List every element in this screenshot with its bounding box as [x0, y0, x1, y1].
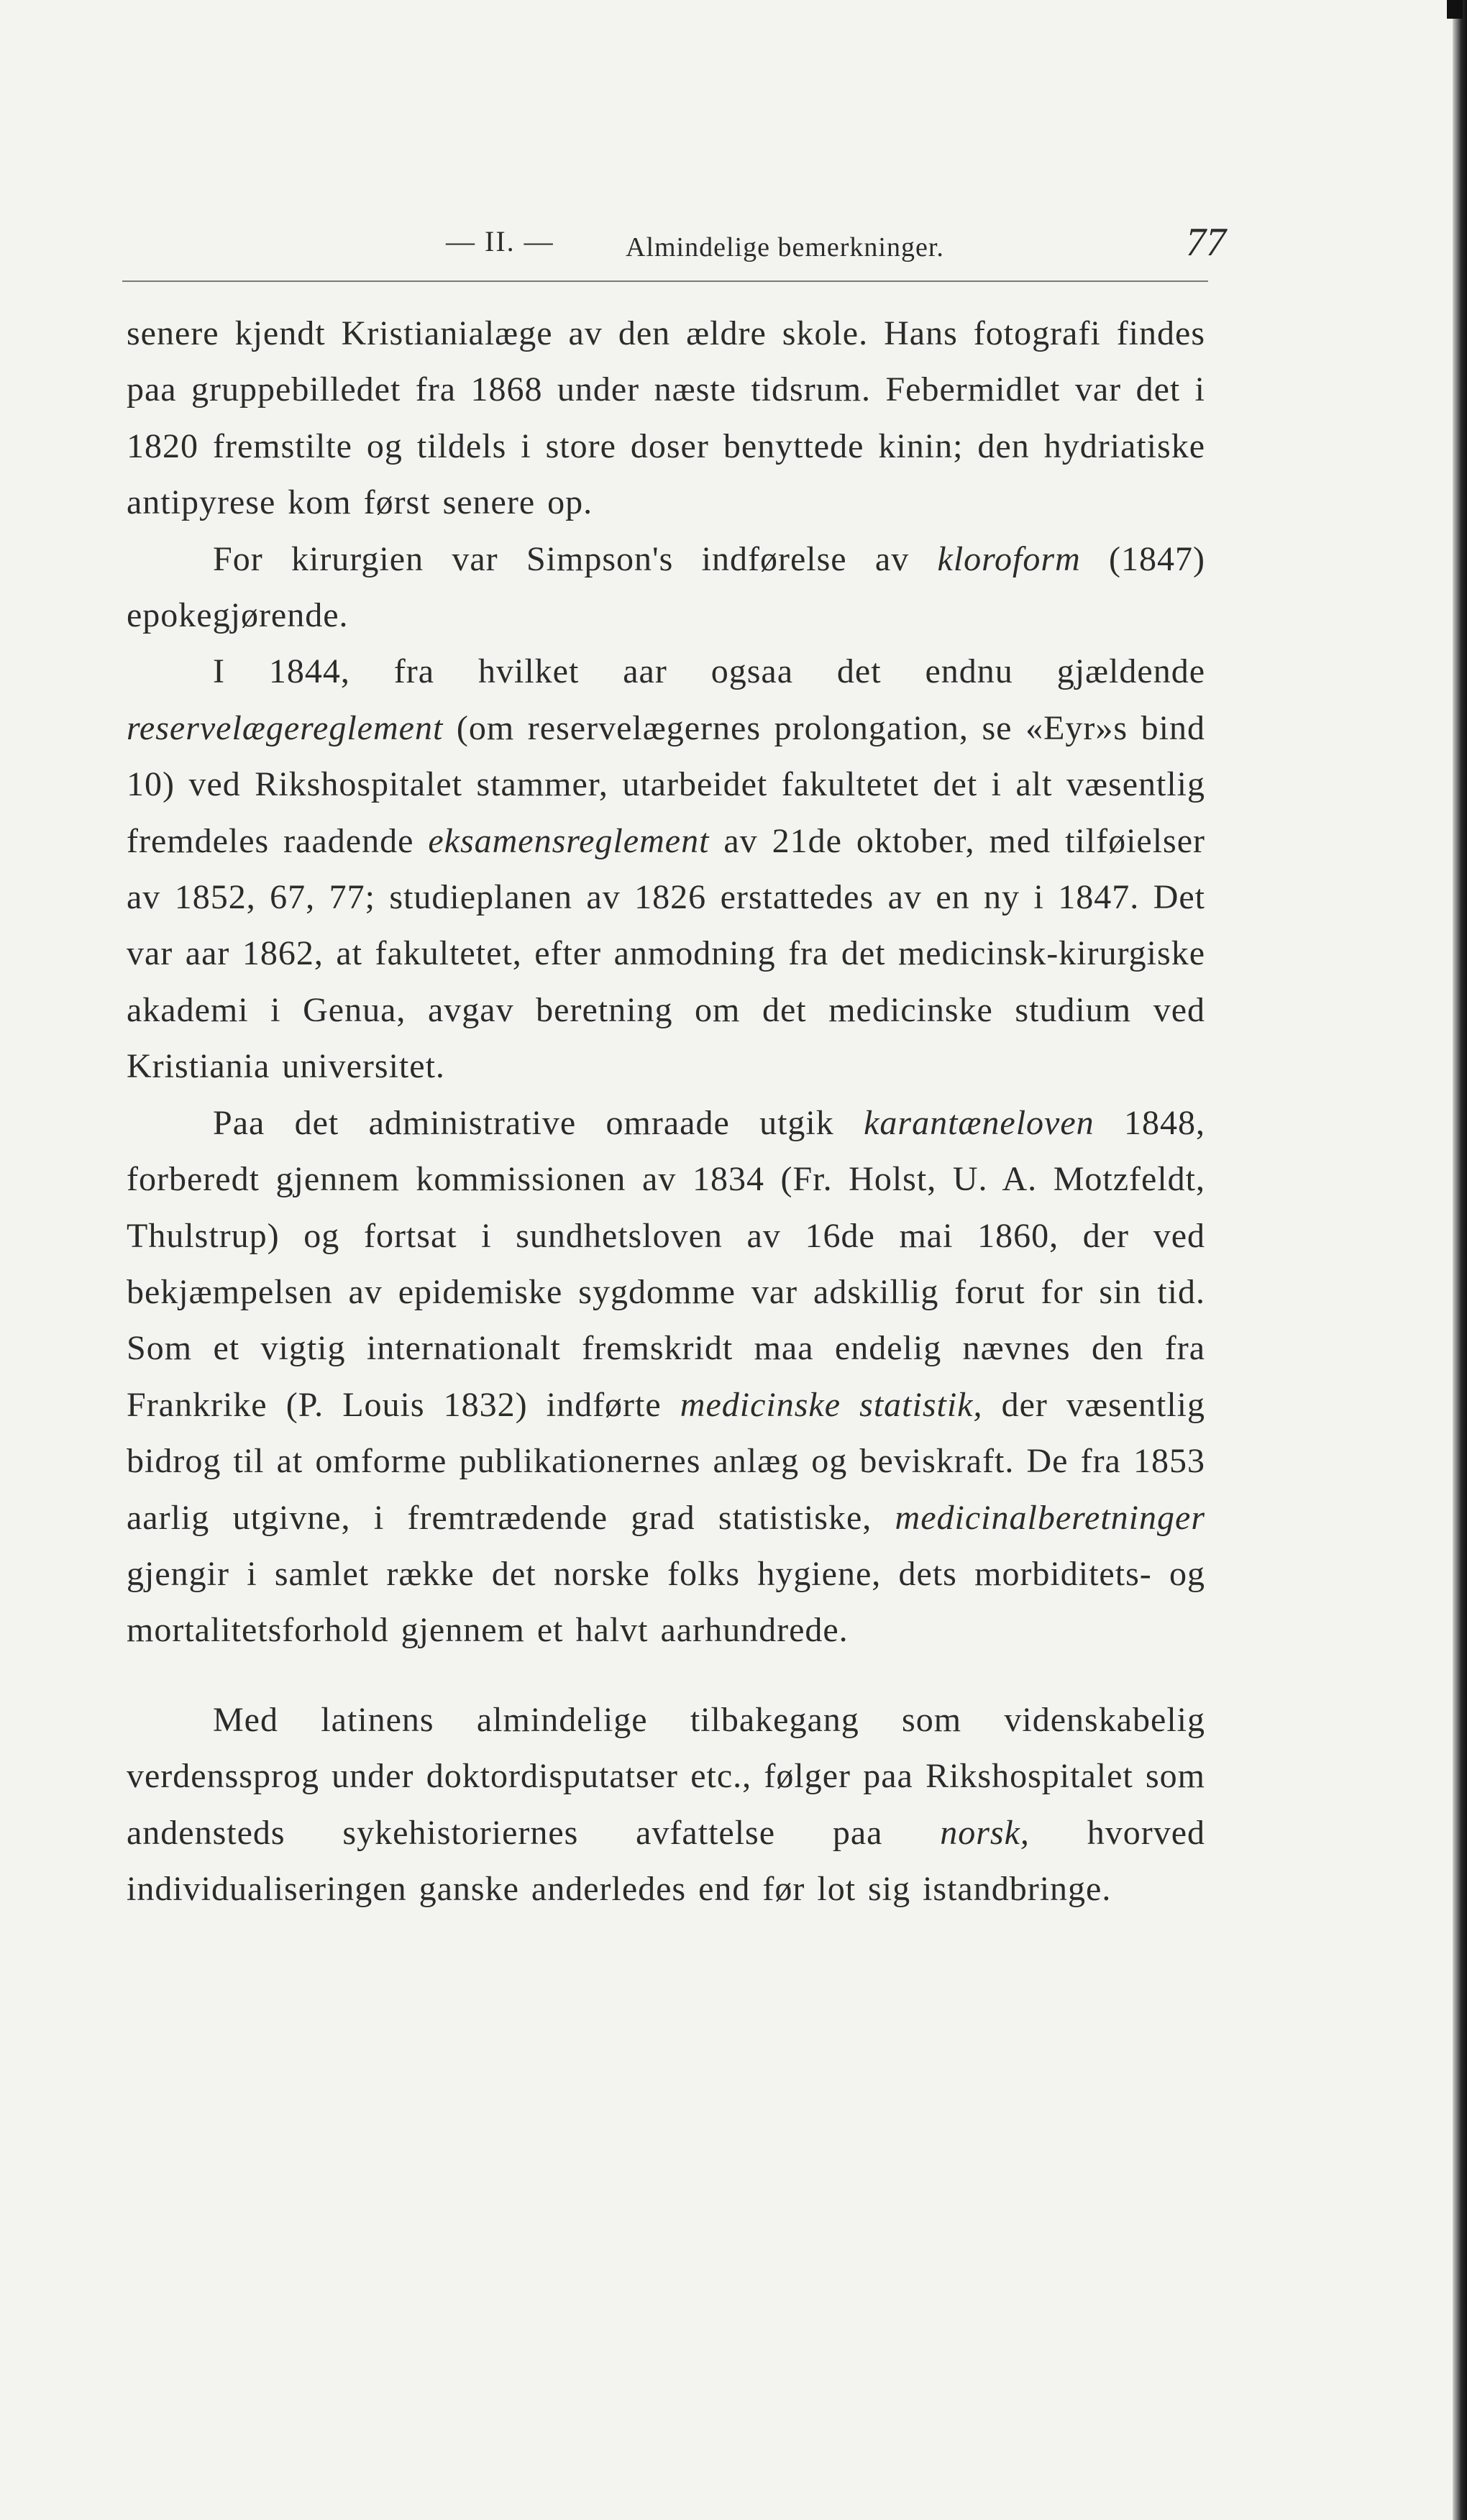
paragraph [127, 306, 1205, 531]
italic-term: medicinalberetninger [895, 1498, 1205, 1537]
paragraph [127, 644, 1205, 1095]
italic-term: eksamensreglement [428, 821, 710, 860]
scan-corner-mark [1447, 0, 1463, 19]
italic-term: kloroform [937, 539, 1081, 578]
text-run: (om reservelægernes prolongation, se «Eyr»s bind 10) ved Rikshospitalet stammer, utarbeidet fakultetet det i alt væsentlig fremdeles raadende [127, 708, 1205, 860]
text-run: der væsentlig bidrog til at omforme publikationernes anlæg og beviskraft. De fra 1853 aarlig utgivne, i fremtrædende grad statistiske, [127, 1385, 1206, 1537]
text-run: gjengir i samlet række det norske folks hygiene, dets morbiditets- og mortalitetsforhold gjennem et halvt aarhundrede. [127, 1554, 1205, 1650]
header-rule [122, 280, 1208, 282]
italic-term: norsk, [940, 1813, 1030, 1852]
text-run: (1847) epokegjørende. [127, 539, 1206, 635]
paragraph [127, 531, 1205, 644]
text-run: 1848, forberedt gjennem kommissionen av 1834 (Fr. Holst, U. A. Motzfeldt, Thulstrup) og fortsat i sundhetsloven av 16de mai 1860, der ved bekjæmpelsen av epidemiske sygdomme var adskillig forut for sin tid. Som et vigtig internationalt fremskridt maa endelig nævnes den fra Frankrike (P. Louis 1832) indførte [127, 1103, 1205, 1424]
text-run: hvorved individualiseringen ganske anderledes end før lot sig istandbringe. [127, 1813, 1205, 1908]
italic-term: medicinske statistik, [680, 1385, 983, 1424]
running-header [122, 216, 1226, 273]
text-run: av 21de oktober, med tilføielser av 1852, 67, 77; studieplanen av 1826 erstattedes av en ny i 1847. Det var aar 1862, at fakultetet, efter anmodning fra det medicinsk-kirurgiske akademi i Genua, avgav beretning om det medicinske studium ved Kristiania universitet. [127, 821, 1206, 1086]
section-number: — II. — [446, 225, 554, 257]
page-number: 77 [1186, 220, 1226, 265]
body-text [127, 306, 1205, 1917]
text-run: For kirurgien var Simpson's indførelse av [213, 539, 938, 578]
text-run: Med latinens almindelige tilbakegang som videnskabelig verdenssprog under doktordisputatser etc., følger paa Rikshospitalet som andensteds sykehistoriernes avfattelse paa [127, 1700, 1205, 1852]
italic-term: reservelægereglement [127, 708, 444, 747]
text-run: Paa det administrative omraade utgik [213, 1103, 864, 1142]
page-edge-shadow [1453, 0, 1467, 2520]
text-run: senere kjendt Kristianialæge av den ældre skole. Hans fotografi findes paa gruppebilledet fra 1868 under næste tidsrum. Febermidlet var det i 1820 fremstilte og tildels i store doser benyttede kinin; den hydriatiske antipyrese kom først senere op. [127, 314, 1205, 522]
paragraph [127, 1095, 1205, 1659]
italic-term: karantæneloven [864, 1103, 1094, 1142]
running-title: Almindelige bemerkninger. [626, 232, 944, 262]
paragraph [127, 1692, 1205, 1918]
text-run: I 1844, fra hvilket aar ogsaa det endnu gjældende [213, 652, 1205, 691]
